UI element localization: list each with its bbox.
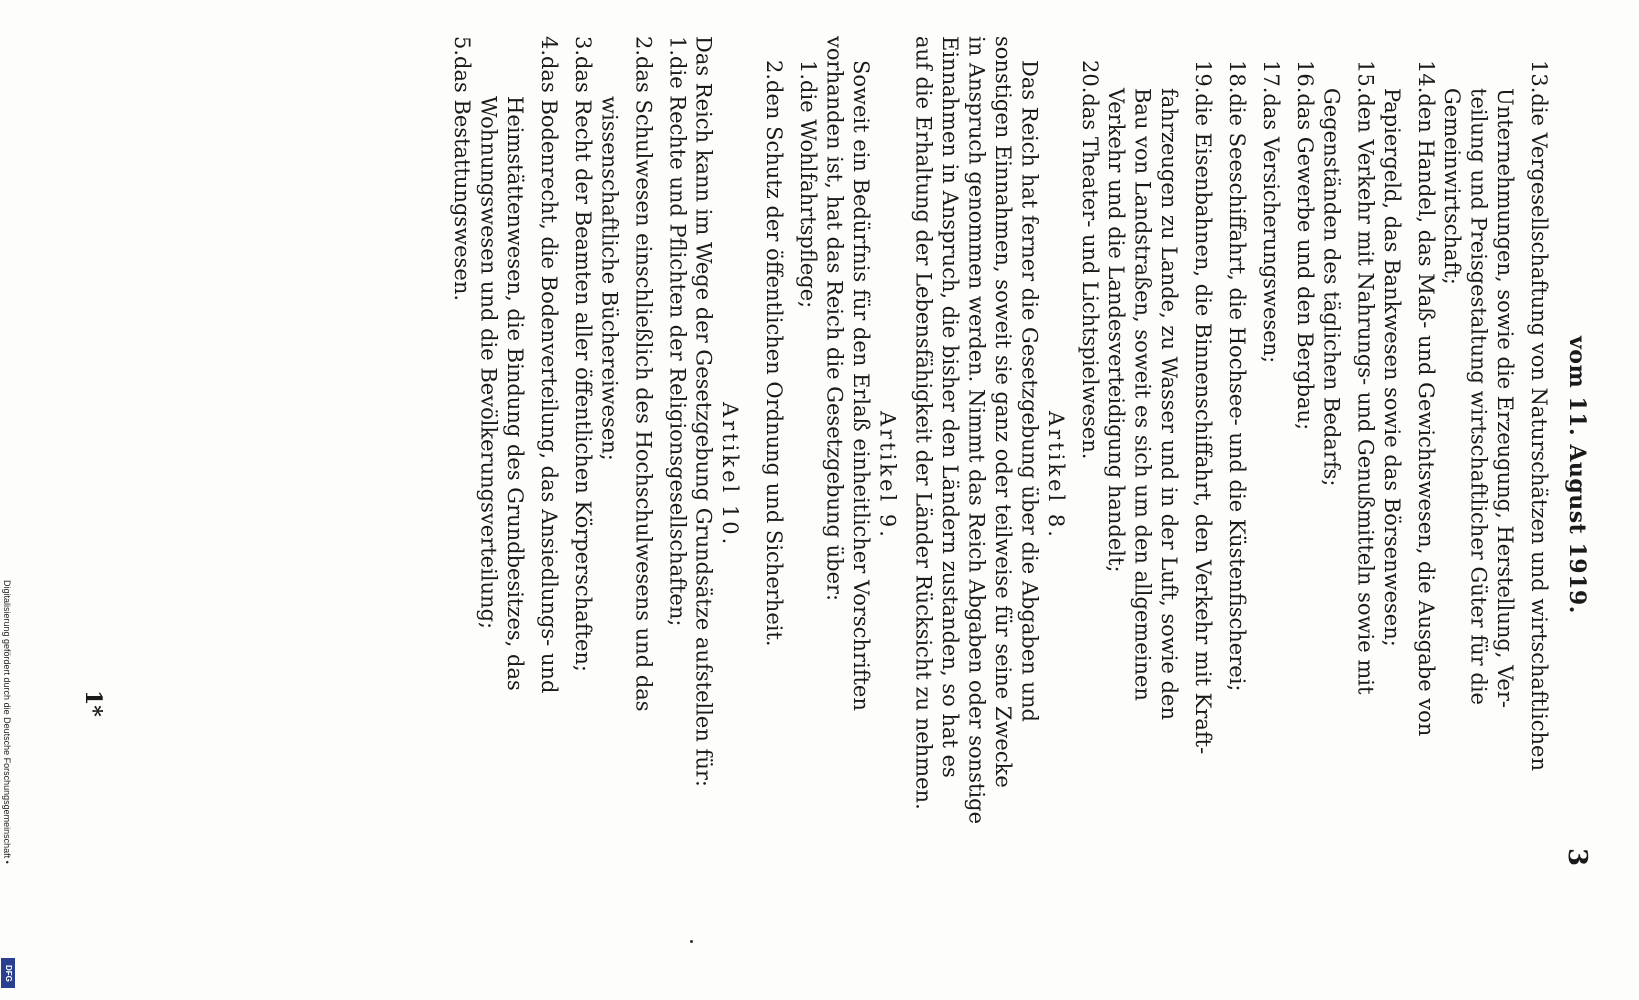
list-item-text: das Bodenrecht, die Bodenverteilung, das Ansiedlungs- und (536, 56, 561, 694)
article-9-heading: Artikel 9. (875, 410, 900, 540)
list-item-text: Papiergeld, das Bankwesen sowie das Börsenwesen; (1379, 88, 1404, 647)
list-item-text: die Eisenbahnen, die Binnenschiffahrt, den Verkehr mit Kraft- (1190, 93, 1215, 755)
paragraph-line: Das Reich hat ferner die Gesetzgebung über die Abgaben und (1017, 60, 1042, 722)
list-item-line (1439, 36, 1465, 916)
list-item-number: 5. (450, 36, 475, 57)
list-item-line (1284, 36, 1318, 916)
article-8 (910, 36, 1068, 916)
list-item-text: die Rechte und Pflichten der Religionsgesellschaften; (665, 56, 690, 627)
list-item-text: den Schutz der öffentlichen Ordnung und Sicherheit. (762, 80, 787, 647)
list-item-line (1378, 36, 1404, 916)
dfg-logo (1, 958, 15, 988)
list-item-text: das Schulwesen einschließlich des Hochschulwesens und das (631, 56, 656, 712)
list-item-line (441, 36, 475, 916)
list-item-text: den Verkehr mit Nahrungs- und Genußmitteln sowie mit (1353, 93, 1378, 695)
paragraph-line: Das Reich kann im Wege der Gesetzgebung Grundsätze aufstellen für: (691, 36, 716, 787)
list-item-line (596, 36, 622, 916)
list-item-line (501, 36, 527, 916)
list-item-number: 17. (1258, 60, 1283, 94)
list-item-number: 16. (1292, 60, 1317, 94)
article-10 (441, 36, 743, 916)
list-item-number: 2. (631, 36, 656, 57)
paragraph-line: sonstigen Einnahmen, soweit sie ganz oder teilweise für seine Zwecke (990, 36, 1015, 788)
list-item-number: 3. (570, 36, 595, 57)
list-item-text: den Handel, das Maß- und Gewichtswesen, die Ausgabe von (1413, 93, 1438, 737)
list-item-line (1518, 36, 1552, 916)
list-item-line (1129, 36, 1155, 916)
list-item-line (1156, 36, 1182, 916)
scan-speck (690, 940, 693, 943)
list-item-line (787, 36, 821, 916)
list-item-text: wissenschaftliche Büchereiwesen; (597, 96, 622, 461)
list-item-text: Bau von Landstraßen, soweit es sich um den allgemeinen (1130, 88, 1155, 701)
list-item-line (622, 36, 656, 916)
items-13-20 (1069, 36, 1552, 916)
list-item-number: 1. (665, 36, 690, 57)
paragraph-line: auf die Erhaltung der Lebensfähigkeit der Länder Rücksicht zu nehmen. (911, 36, 936, 810)
list-item-text: Verkehr und die Landesverteidigung handelt; (1104, 88, 1129, 573)
list-item-text: die Vergesellschaftung von Naturschätzen und wirtschaftlichen (1527, 93, 1551, 771)
list-item-text: Heimstättenwesen, die Bindung des Grundbesitzes, das (502, 96, 527, 691)
list-item-line (1182, 36, 1216, 916)
paragraph-line: in Anspruch genommen werden. Nimmt das Reich Abgaben oder sonstige (964, 36, 989, 825)
list-item-text: teilung und Preisgestaltung wirtschaftlicher Güter für die (1466, 88, 1491, 705)
list-item-text: das Recht der Beamten aller öffentlichen Körperschaften; (570, 56, 595, 672)
list-item-line (753, 36, 787, 916)
list-item-text: Unternehmungen, sowie die Erzeugung, Herstellung, Ver- (1493, 88, 1517, 708)
list-item-number: 20. (1077, 60, 1102, 94)
article-10-body (690, 36, 716, 916)
list-item-number: 18. (1224, 60, 1249, 94)
list-item-text: das Versicherungswesen; (1258, 93, 1283, 364)
paragraph-line: Einnahmen in Anspruch, die bisher den Ländern zustanden, so hat es (938, 36, 963, 778)
article-10-items (441, 36, 690, 916)
header-title: vom 11. August 1919. (1564, 336, 1590, 614)
list-item-line (1405, 36, 1439, 916)
list-item-number: 4. (536, 36, 561, 57)
article-8-heading: Artikel 8. (1043, 410, 1068, 540)
list-item-line (656, 36, 690, 916)
list-item-line (1250, 36, 1284, 916)
list-item-line (562, 36, 596, 916)
article-9-body (821, 36, 874, 916)
list-item-line (1492, 36, 1518, 916)
article-9-items (753, 36, 821, 916)
list-item-number: 15. (1353, 60, 1378, 94)
list-item-text: das Theater- und Lichtspielwesen. (1077, 93, 1102, 460)
list-item-line (1344, 36, 1378, 916)
list-item-number: 14. (1413, 60, 1438, 94)
dfg-logo-text: DFG (4, 964, 13, 982)
list-item-text: Wohnungswesen und die Bevölkerungsverteilung; (476, 96, 501, 630)
list-item-text: das Bestattungswesen. (450, 56, 475, 302)
document-page (100, 36, 1590, 916)
paragraph-line: Soweit ein Bedürfnis für den Erlaß einheitlicher Vorschriften (848, 60, 873, 711)
list-item-number: 19. (1190, 60, 1215, 94)
paragraph-line: vorhanden ist, hat das Reich die Gesetzgebung über: (822, 36, 847, 602)
list-item-text: das Gewerbe und den Bergbau; (1292, 93, 1317, 431)
list-item-line (1318, 36, 1344, 916)
list-item-text: Gemeinwirtschaft; (1440, 88, 1465, 285)
list-item-text: Gegenständen des täglichen Bedarfs; (1319, 88, 1344, 487)
list-item-text: die Wohlfahrtspflege; (796, 80, 821, 309)
digitization-credit: Digitalisierung gefördert durch die Deutsche Forschungsgemeinschaft • (2, 580, 12, 864)
list-item-text: die Seeschiffahrt, die Hochsee- und die Küstenfischerei; (1224, 93, 1249, 692)
footer-strip (0, 0, 16, 1000)
list-item-line (1103, 36, 1129, 916)
list-item-line (1069, 36, 1103, 916)
article-10-heading: Artikel 10. (718, 402, 743, 548)
list-item-number: 13. (1527, 60, 1551, 94)
signature-mark: 1* (80, 690, 106, 717)
list-item-number: 1. (796, 60, 821, 81)
article-9 (753, 36, 900, 916)
list-item-line (475, 36, 501, 916)
list-item-line (528, 36, 562, 916)
page-number: 3 (1562, 848, 1592, 867)
list-item-number: 2. (762, 60, 787, 81)
list-item-text: fahrzeugen zu Lande, zu Wasser und in der Luft, sowie den (1156, 88, 1181, 720)
article-8-body (910, 36, 1042, 916)
list-item-line (1465, 36, 1491, 916)
list-item-line (1216, 36, 1250, 916)
